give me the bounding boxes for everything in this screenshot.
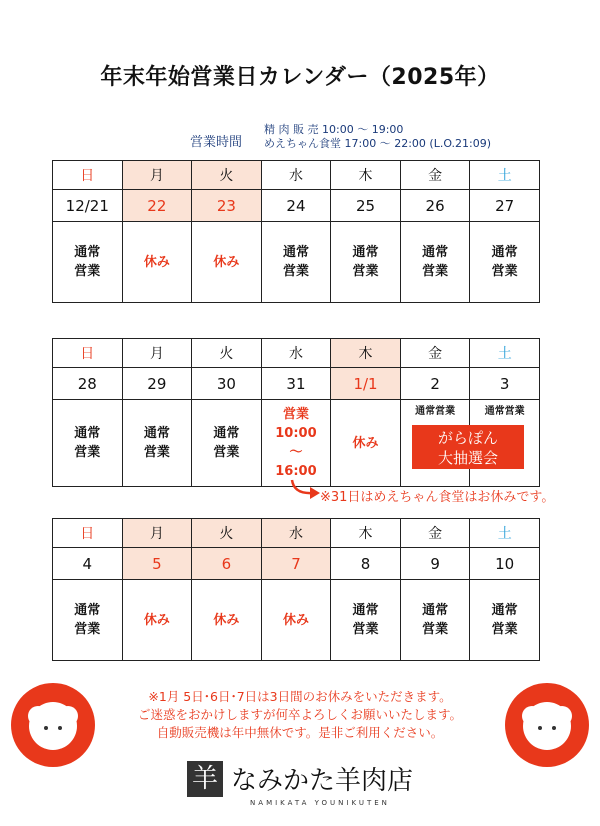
status-cell bbox=[192, 222, 262, 303]
status-text: 通常 営業 bbox=[422, 603, 449, 637]
status-cell bbox=[122, 222, 192, 303]
date-cell: 26 bbox=[400, 190, 470, 222]
date-cell: 22 bbox=[122, 190, 192, 222]
status-cell bbox=[331, 222, 401, 303]
closing-notice bbox=[0, 688, 600, 742]
date-cell: 8 bbox=[331, 548, 401, 580]
status-cell bbox=[400, 580, 470, 661]
date-cell: 24 bbox=[261, 190, 331, 222]
date-cell: 6 bbox=[192, 548, 262, 580]
weekday-header: 水 bbox=[261, 519, 331, 548]
calendar-week-1 bbox=[52, 160, 540, 303]
weekday-header: 金 bbox=[400, 339, 470, 368]
store-logo bbox=[0, 760, 600, 807]
weekday-header: 水 bbox=[261, 339, 331, 368]
weekday-header: 土 bbox=[470, 519, 540, 548]
weekday-header: 金 bbox=[400, 519, 470, 548]
status-text: 通常 営業 bbox=[143, 426, 170, 460]
date-cell: 23 bbox=[192, 190, 262, 222]
status-text: 通常 営業 bbox=[282, 245, 309, 279]
status-cell bbox=[261, 580, 331, 661]
status-text: 休み bbox=[352, 435, 379, 451]
date-cell: 10 bbox=[470, 548, 540, 580]
date-cell: 7 bbox=[261, 548, 331, 580]
status-text: 通常 営業 bbox=[74, 603, 101, 637]
business-hours bbox=[190, 123, 491, 151]
status-text: 通常 営業 bbox=[74, 426, 101, 460]
status-cell bbox=[261, 222, 331, 303]
weekday-header: 月 bbox=[122, 339, 192, 368]
status-cell bbox=[400, 222, 470, 303]
garapon-line2: 大抽選会 bbox=[437, 449, 498, 467]
date-cell: 1/1 bbox=[331, 368, 401, 400]
status-text: 休み bbox=[213, 254, 240, 270]
hours-meat-sales: 精 肉 販 売 10:00 〜 19:00 bbox=[264, 123, 404, 136]
date-cell: 29 bbox=[122, 368, 192, 400]
status-cell bbox=[122, 580, 192, 661]
status-text: 休み bbox=[282, 612, 309, 628]
status-cell bbox=[53, 400, 123, 487]
status-text: 通常 営業 bbox=[491, 603, 518, 637]
status-cell bbox=[331, 400, 401, 487]
weekday-header: 金 bbox=[400, 161, 470, 190]
date-cell: 27 bbox=[470, 190, 540, 222]
date-cell: 4 bbox=[53, 548, 123, 580]
garapon-banner bbox=[412, 425, 524, 469]
weekday-header: 土 bbox=[470, 339, 540, 368]
hours-label: 営業時間 bbox=[190, 135, 243, 150]
garapon-line1: がらぽん bbox=[437, 429, 498, 447]
date-cell: 5 bbox=[122, 548, 192, 580]
status-text: 通常 営業 bbox=[74, 245, 101, 279]
status-cell bbox=[122, 400, 192, 487]
status-text: 営業 10:00 〜 16:00 bbox=[275, 407, 317, 479]
date-cell: 28 bbox=[53, 368, 123, 400]
status-text: 通常 営業 bbox=[352, 603, 379, 637]
status-cell bbox=[470, 222, 540, 303]
note-31st: ※31日はめえちゃん食堂はお休みです。 bbox=[320, 490, 555, 505]
status-cell bbox=[192, 400, 262, 487]
date-cell: 12/21 bbox=[53, 190, 123, 222]
date-cell: 2 bbox=[400, 368, 470, 400]
logo-mark: 羊 bbox=[187, 761, 223, 797]
status-text: 通常営業 bbox=[484, 406, 525, 417]
weekday-header: 水 bbox=[261, 161, 331, 190]
status-cell bbox=[261, 400, 331, 487]
status-text: 通常 営業 bbox=[213, 426, 240, 460]
page-title: 年末年始営業日カレンダー（2025年） bbox=[100, 65, 500, 90]
weekday-header: 火 bbox=[192, 161, 262, 190]
weekday-header: 日 bbox=[53, 339, 123, 368]
status-text: 休み bbox=[213, 612, 240, 628]
status-cell bbox=[53, 580, 123, 661]
weekday-header: 木 bbox=[331, 161, 401, 190]
date-cell: 9 bbox=[400, 548, 470, 580]
date-cell: 30 bbox=[192, 368, 262, 400]
weekday-header: 日 bbox=[53, 161, 123, 190]
notice-line: 自動販売機は年中無休です。是非ご利用ください。 bbox=[156, 725, 444, 740]
status-cell bbox=[192, 580, 262, 661]
calendar-week-3 bbox=[52, 518, 540, 661]
weekday-header: 日 bbox=[53, 519, 123, 548]
logo-romaji: NAMIKATA YOUNIKUTEN bbox=[250, 799, 390, 807]
curved-arrow-icon bbox=[288, 478, 322, 500]
status-cell bbox=[53, 222, 123, 303]
weekday-header: 火 bbox=[192, 339, 262, 368]
logo-name: なみかた羊肉店 bbox=[230, 766, 413, 796]
date-cell: 3 bbox=[470, 368, 540, 400]
status-text: 通常 営業 bbox=[422, 245, 449, 279]
date-cell: 25 bbox=[331, 190, 401, 222]
weekday-header: 木 bbox=[331, 519, 401, 548]
status-cell bbox=[470, 580, 540, 661]
status-text: 通常 営業 bbox=[491, 245, 518, 279]
status-text: 休み bbox=[143, 612, 170, 628]
weekday-header: 月 bbox=[122, 519, 192, 548]
weekday-header: 月 bbox=[122, 161, 192, 190]
weekday-header: 火 bbox=[192, 519, 262, 548]
status-cell bbox=[331, 580, 401, 661]
weekday-header: 土 bbox=[470, 161, 540, 190]
notice-line: ご迷惑をおかけしますが何卒よろしくお願いいたします。 bbox=[137, 707, 462, 722]
status-text: 休み bbox=[143, 254, 170, 270]
date-cell: 31 bbox=[261, 368, 331, 400]
status-text: 通常営業 bbox=[415, 406, 456, 417]
notice-line: ※1月 5日･6日･7日は3日間のお休みをいただきます。 bbox=[148, 689, 452, 704]
weekday-header: 木 bbox=[331, 339, 401, 368]
status-text: 通常 営業 bbox=[352, 245, 379, 279]
hours-shokudo: めえちゃん食堂 17:00 〜 22:00 (L.O.21:09) bbox=[264, 137, 492, 150]
